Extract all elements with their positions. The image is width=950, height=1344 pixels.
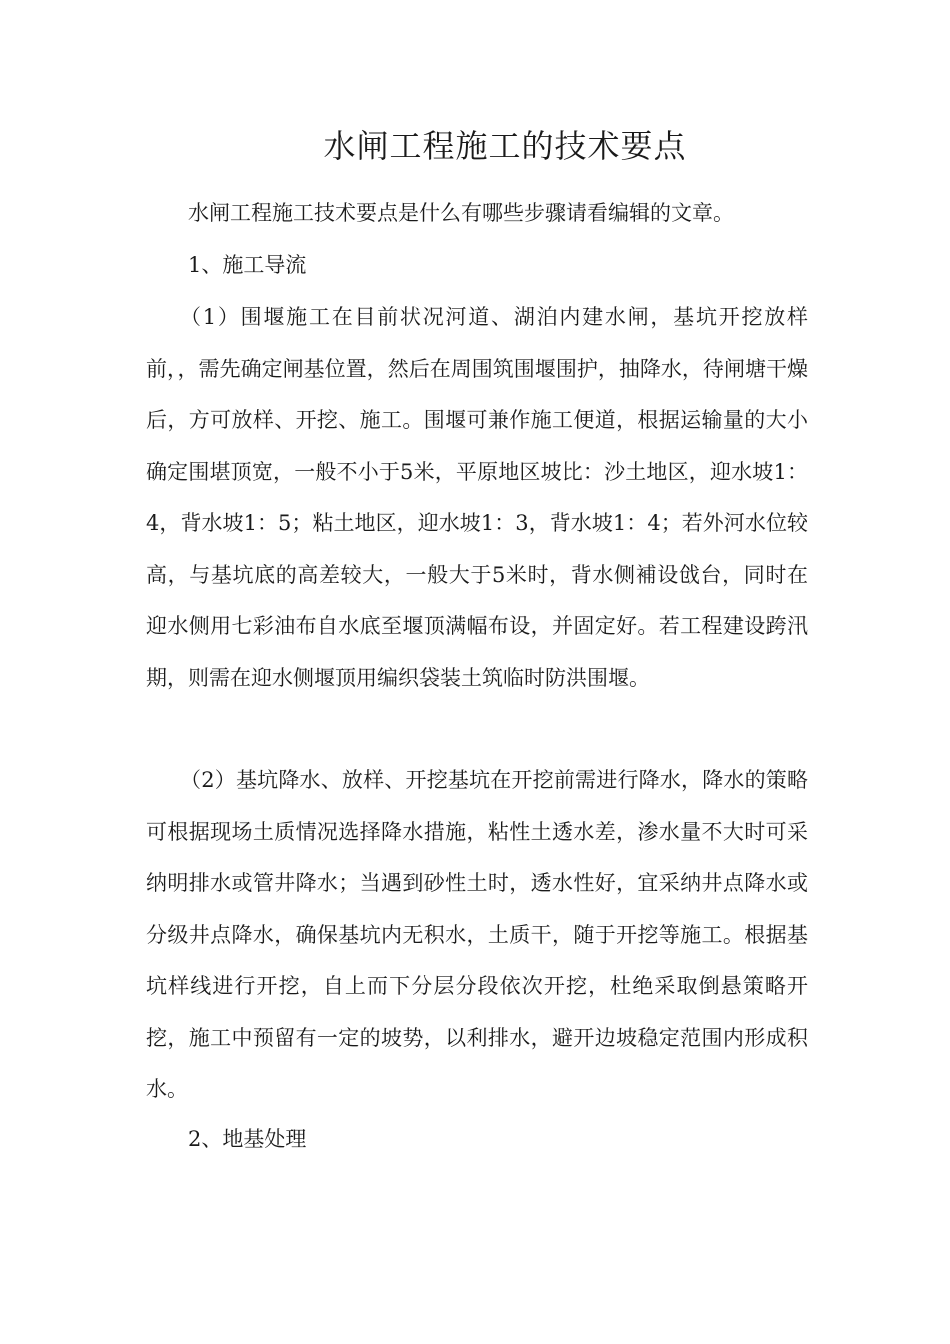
section-1-paragraph-2: （2）基坑降水、放样、开挖基坑在开挖前需进行降水，降水的策略可根据现场土质情况选择降水措施，粘性土透水差，渗水量不大时可采纳明排水或管井降水；当遇到砂性土时，透水性好，宜采纳井点降水或分级井点降水，确保基坑内无积水，土质干，随于开挖等施工。根据基坑样线进行开挖，自上而下分层分段依次开挖，杜绝采取倒悬策略开挖，施工中预留有一定的坡势，以利排水，避开边坡稳定范围内形成积水。	[146, 768, 808, 1101]
section-heading-1: 1、施工导流	[188, 253, 307, 277]
document-title: 水闸工程施工的技术要点	[323, 127, 687, 165]
section-heading-2: 2、地基处理	[188, 1127, 307, 1151]
section-1-paragraph-1: （1）围堰施工在目前状况河道、湖泊内建水闸，基坑开挖放样前，，需先确定闸基位置，然后在周围筑围堰围护，抽降水，待闸塘干燥后，方可放样、开挖、施工。围堰可兼作施工便道，根据运输量的大小确定围堪顶宽，一般不小于5米，平原地区坡比：沙土地区，迎水坡1：4，背水坡1：5；粘土地区，迎水坡1：3，背水坡1：4；若外河水位较高，与基坑底的高差较大，一般大于5米时，背水侧補设戗台，同时在迎水侧用七彩油布自水底至堰顶满幅布设，并固定好。若工程建设跨汛期，则需在迎水侧堰顶用编织袋装土筑临时防洪围堰。	[146, 305, 808, 690]
intro-paragraph: 水闸工程施工技术要点是什么有哪些步骤请看编辑的文章。	[188, 201, 734, 225]
